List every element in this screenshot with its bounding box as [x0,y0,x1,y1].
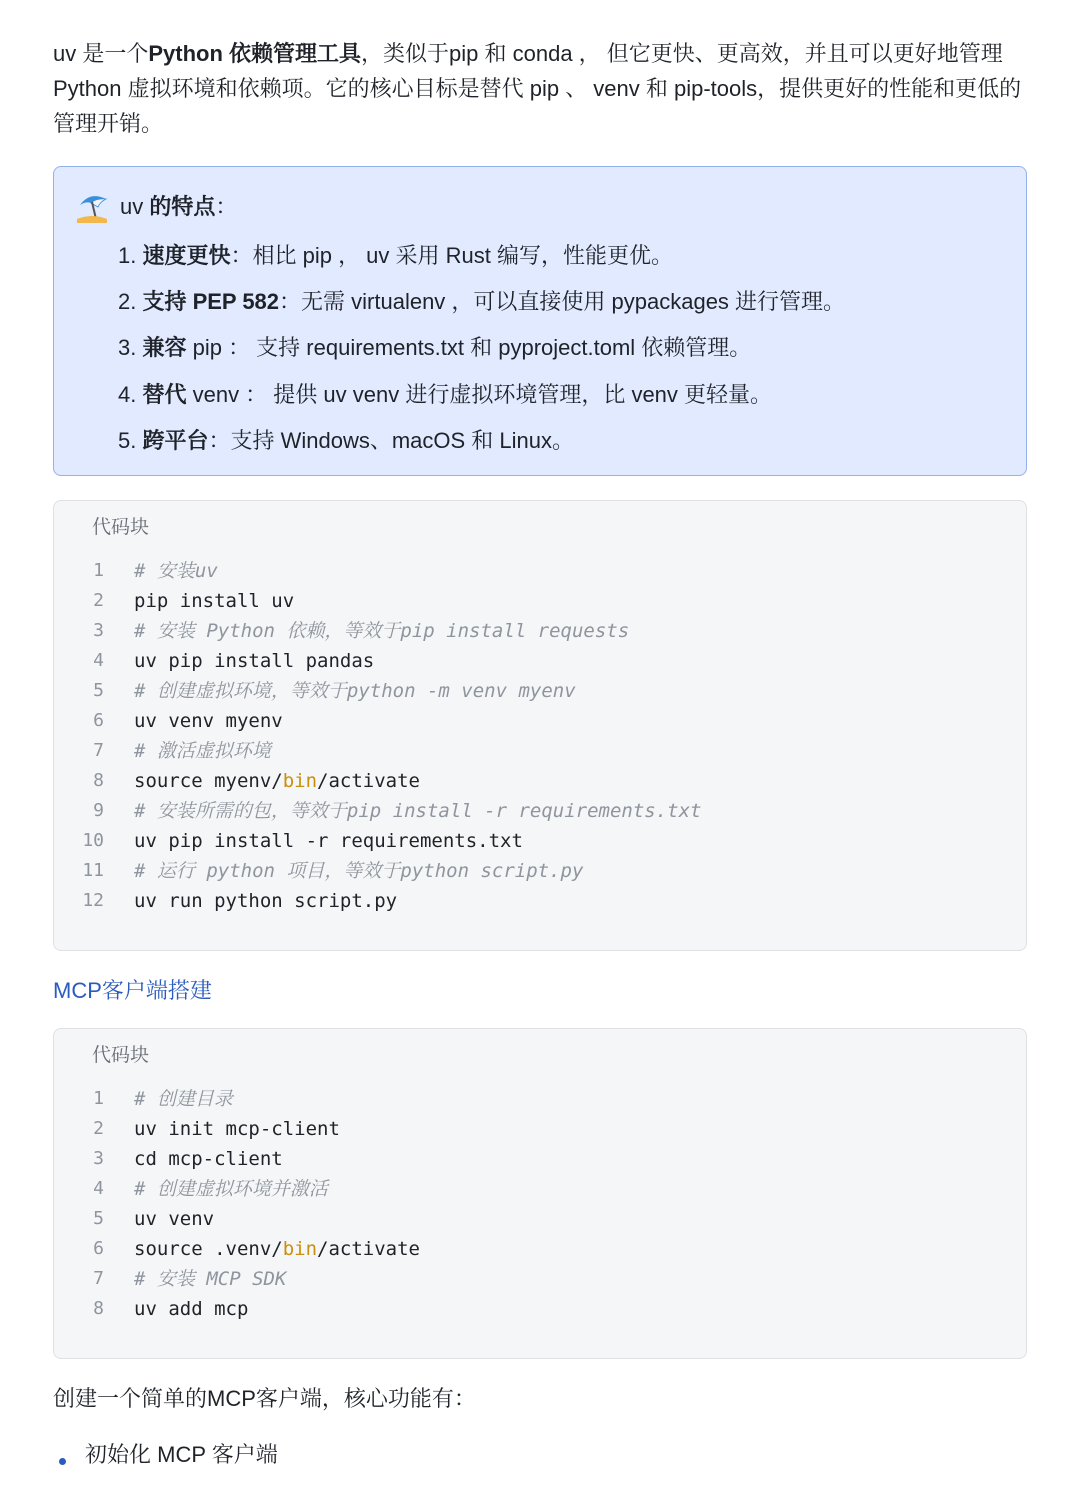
intro-bold-text: Python 依赖管理工具 [148,41,362,66]
feature-item [118,418,845,464]
feature-text: ：相比 pip ， uv 采用 Rust 编写，性能更优。 [230,243,673,268]
intro-paragraph [53,36,1043,141]
feature-text: ：无需 virtualenv ，可以直接使用 pypackages 进行管理。 [279,289,846,315]
feature-item [118,372,845,418]
feature-number: 1. [118,243,143,268]
callout-title-prefix: uv [120,194,150,219]
code-comment: # 安装 MCP SDK [134,1268,287,1290]
code-comment: # 安装uv [134,560,218,582]
feature-bold-label: 跨平台 [142,427,209,453]
code-comment: # 创建虚拟环境并激活 [134,1178,328,1200]
feature-number: 2. [118,289,143,315]
feature-item [118,233,845,279]
code-text: pip install uv [134,590,295,612]
code-text-segment: /activate [317,1238,420,1260]
beach-umbrella-icon [74,189,110,225]
section-heading: MCP客户端搭建 [53,978,212,1003]
line-number: 7 [93,740,104,761]
line-number: 4 [93,650,104,671]
line-number: 6 [93,710,104,731]
body-paragraph: 创建一个简单的MCP客户端，核心功能有： [53,1386,476,1411]
feature-bold-label: 兼容 [142,335,187,361]
code-text [134,766,420,796]
code-highlight-segment: bin [282,770,318,792]
line-number: 1 [93,1088,104,1109]
feature-item [118,325,845,371]
feature-number: 5. [118,427,143,453]
intro-text-start: uv 是一个 [53,41,149,66]
code-text: uv venv [134,1208,215,1230]
code-text-segment: /activate [317,770,420,792]
feature-number: 4. [118,381,143,407]
list-item-text: 初始化 MCP 客户端 [85,1442,278,1467]
code-comment: # 运行 python 项目，等效于python script.py [134,860,584,882]
code-comment: # 安装 Python 依赖，等效于pip install requests [134,620,630,642]
features-callout [53,166,1027,476]
feature-bold-label: 支持 PEP 582 [142,289,280,315]
line-number: 5 [93,680,104,701]
code-text: uv venv myenv [134,710,283,732]
code-text: uv run python script.py [134,890,398,912]
line-number: 11 [82,860,104,881]
feature-text: venv ： 提供 uv venv 进行虚拟环境管理，比 venv 更轻量。 [186,381,773,407]
code-comment: # 激活虚拟环境 [134,740,271,762]
code-text: uv pip install -r requirements.txt [134,830,523,852]
line-number: 6 [93,1238,104,1259]
line-number: 2 [93,590,104,611]
feature-item [118,279,845,325]
callout-title [120,189,237,225]
line-number: 1 [93,560,104,581]
code-block-client-setup [53,1028,1027,1359]
callout-title-suffix: ： [215,194,238,219]
feature-list [118,233,845,464]
line-number: 3 [93,620,104,641]
code-text [134,1234,420,1264]
feature-text: pip ： 支持 requirements.txt 和 pyproject.toml 依赖管理。 [186,335,752,361]
line-number: 5 [93,1208,104,1229]
callout-title-bold: 的特点 [149,194,216,219]
code-comment: # 创建虚拟环境，等效于python -m venv myenv [134,680,576,702]
code-text: uv init mcp-client [134,1118,340,1140]
code-block-label: 代码块 [92,1045,150,1066]
line-number: 7 [93,1268,104,1289]
code-comment: # 安装所需的包，等效于pip install -r requirements.txt [134,800,702,822]
code-text-segment: source .venv/ [134,1238,283,1260]
feature-number: 3. [118,335,143,361]
code-text-segment: source myenv/ [134,770,283,792]
line-number: 12 [82,890,104,911]
line-number: 2 [93,1118,104,1139]
feature-bold-label: 速度更快 [142,243,231,268]
code-comment: # 创建目录 [134,1088,233,1110]
line-number: 9 [93,800,104,821]
code-text: uv add mcp [134,1298,249,1320]
intro-text-rest: ，类似于pip 和 conda ， 但它更快、更高效，并且可以更好地管理 Python 虚拟环境和依赖项。它的核心目标是替代 pip 、 venv 和 pip-tools，提供更好的性能和更低的管理开销。 [53,41,1022,136]
code-highlight-segment: bin [282,1238,318,1260]
code-text: cd mcp-client [134,1148,283,1170]
line-number: 8 [93,770,104,791]
feature-text: ：支持 Windows、macOS 和 Linux。 [208,427,575,453]
line-number: 3 [93,1148,104,1169]
feature-bold-label: 替代 [142,381,187,407]
code-block-label: 代码块 [92,517,150,538]
code-block-install [53,500,1027,951]
code-text: uv pip install pandas [134,650,375,672]
line-number: 10 [82,830,104,851]
bullet-dot [59,1458,66,1465]
line-number: 4 [93,1178,104,1199]
line-number: 8 [93,1298,104,1319]
